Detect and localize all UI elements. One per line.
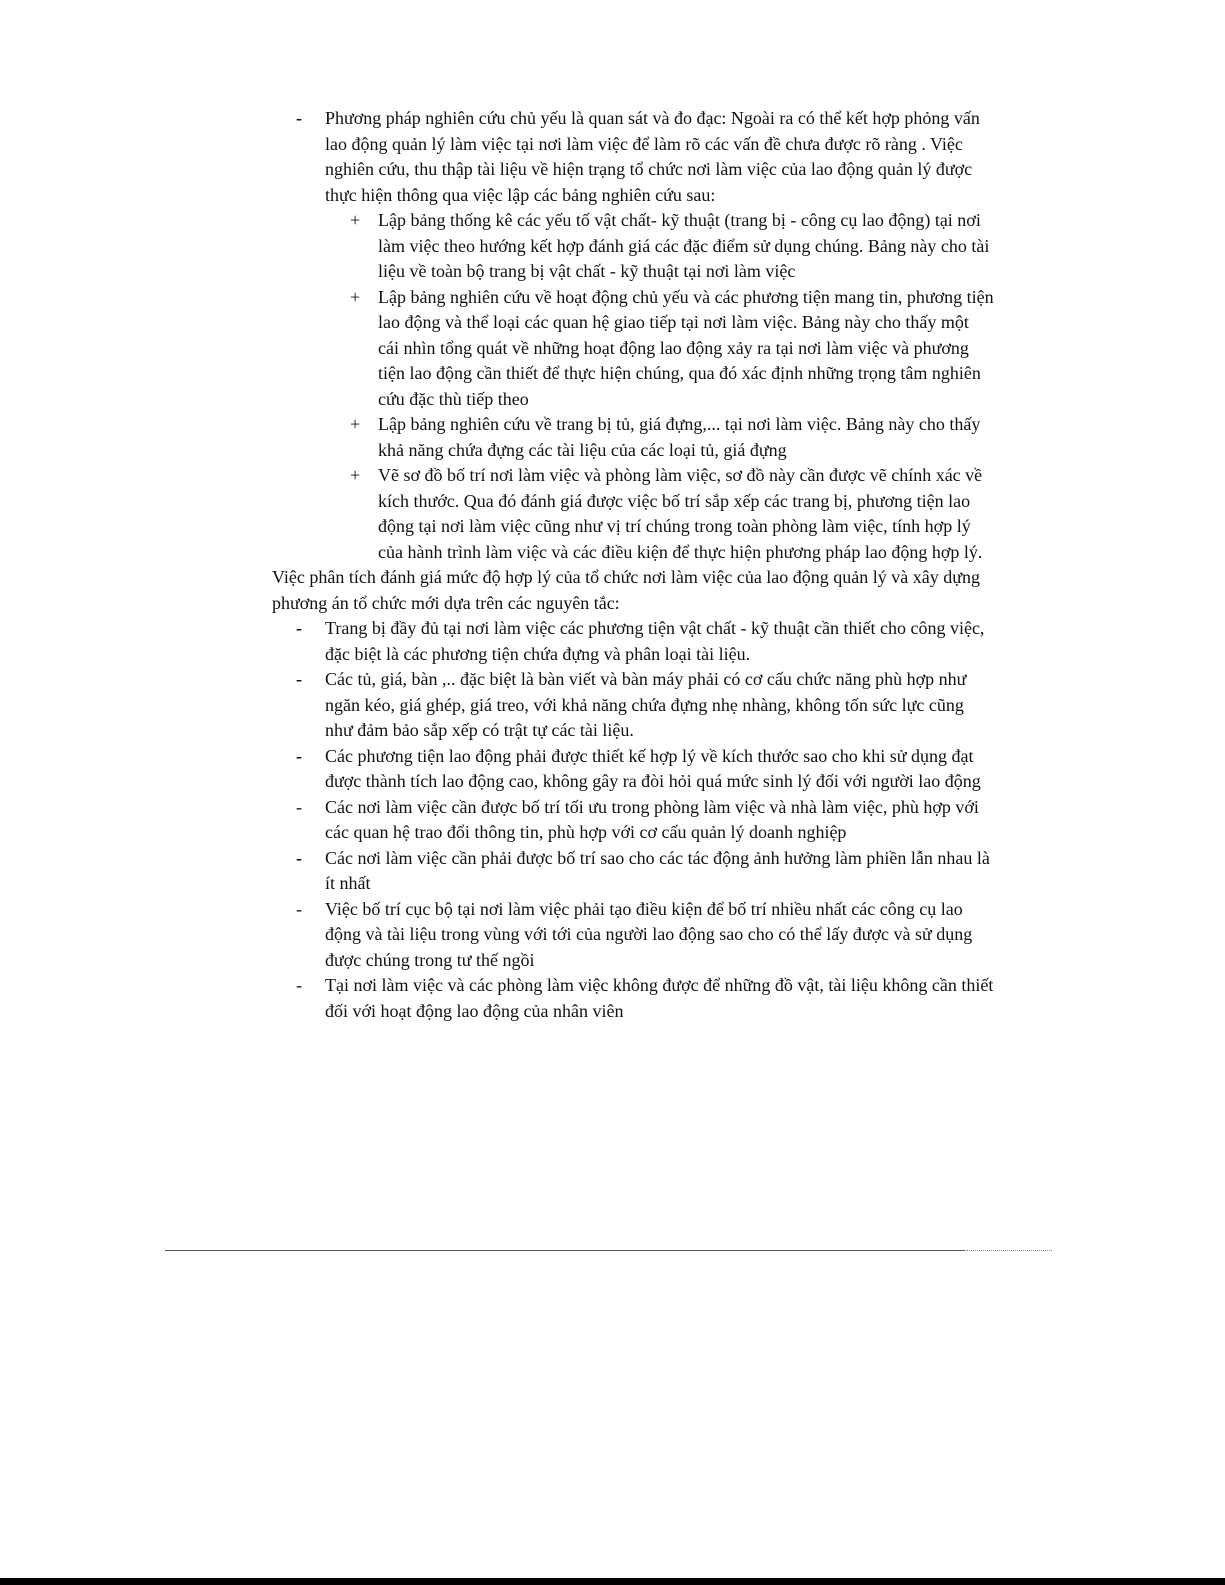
dash-bullet: - bbox=[296, 796, 302, 817]
paragraph-text: Việc phân tích đánh giá mức độ hợp lý của tổ chức nơi làm việc của lao động quản lý và xây dựng phương án tổ chức mới dựa trên các nguyên tắc: bbox=[272, 567, 981, 613]
dash-bullet: - bbox=[296, 618, 302, 638]
dash-bullet: - bbox=[296, 975, 302, 995]
list-item bbox=[272, 795, 994, 846]
sub-list-item bbox=[272, 208, 994, 285]
dash-bullet: - bbox=[296, 898, 302, 919]
body-paragraph bbox=[272, 565, 994, 616]
list-item bbox=[272, 846, 994, 897]
list-item-text: Trang bị đầy đủ tại nơi làm việc các phương tiện vật chất - kỹ thuật cần thiết cho công việc, đặc biệt là các phương tiện chứa đựng và phân loại tài liệu. bbox=[325, 618, 985, 664]
sub-list-item-text: Lập bảng nghiên cứu về trang bị tủ, giá đựng,... tại nơi làm việc. Bảng này cho thấy khả năng chứa đựng các tài liệu của các loại tủ, giá đựng bbox=[378, 414, 981, 460]
footer-divider bbox=[165, 1250, 965, 1251]
footer-divider-tail bbox=[966, 1250, 1052, 1251]
dash-bullet: - bbox=[296, 108, 302, 128]
dash-bullet: - bbox=[296, 745, 302, 766]
sub-list-item bbox=[272, 463, 994, 565]
list-item-text: Các nơi làm việc cần được bố trí tối ưu trong phòng làm việc và nhà làm việc, phù hợp với các quan hệ trao đổi thông tin, phù hợp với cơ cấu quản lý doanh nghiệp bbox=[325, 796, 979, 842]
list-item bbox=[272, 744, 994, 795]
page-bottom-edge bbox=[0, 1578, 1225, 1585]
list-item-text: Các phương tiện lao động phải được thiết kế hợp lý về kích thước sao cho khi sử dụng đạt được thành tích lao động cao, không gây ra đòi hỏi quá mức sinh lý đối với người lao động bbox=[325, 745, 981, 791]
sub-list-item-text: Lập bảng nghiên cứu về hoạt động chủ yếu và các phương tiện mang tin, phương tiện lao động và thể loại các quan hệ giao tiếp tại nơi làm việc. Bảng này cho thấy một cái nhìn tổng quát về những hoạt động lao động xảy ra tại nơi làm việc và phương tiện lao động cần thiết để thực hiện chúng, qua đó xác định những trọng tâm nghiên cứu đặc thù tiếp theo bbox=[378, 286, 994, 409]
list-item bbox=[272, 897, 994, 974]
sub-list-item bbox=[272, 285, 994, 413]
sub-list-item-text: Vẽ sơ đồ bố trí nơi làm việc và phòng làm việc, sơ đồ này cần được vẽ chính xác về kích thước. Qua đó đánh giá được việc bố trí sắp xếp các trang bị, phương tiện lao động tại nơi làm việc cũng như vị trí chúng trong toàn phòng làm việc, tính hợp lý của hành trình làm việc và các điều kiện để thực hiện phương pháp lao động hợp lý. bbox=[378, 465, 983, 562]
list-item-text: Phương pháp nghiên cứu chủ yếu là quan sát và đo đạc: Ngoài ra có thể kết hợp phỏng vấn lao động quản lý làm việc tại nơi làm việc để làm rõ các vấn đề chưa được rõ ràng . Việc nghiên cứu, thu thập tài liệu về hiện trạng tổ chức nơi làm việc của lao động quản lý được thực hiện thông qua việc lập các bảng nghiên cứu sau: bbox=[325, 108, 980, 205]
sub-list-item bbox=[272, 412, 994, 463]
list-item-text: Tại nơi làm việc và các phòng làm việc không được để những đồ vật, tài liệu không cần thiết đối với hoạt động lao động của nhân viên bbox=[325, 975, 994, 1021]
plus-bullet: + bbox=[350, 465, 361, 485]
list-item-text: Các tủ, giá, bàn ,.. đặc biệt là bàn viết và bàn máy phải có cơ cấu chức năng phù hợp như ngăn kéo, giá ghép, giá treo, với khả năng chứa đựng nhẹ nhàng, không tốn sức lực cũng như đảm bảo sắp xếp có trật tự các tài liệu. bbox=[325, 669, 967, 740]
plus-bullet: + bbox=[350, 286, 361, 307]
plus-bullet: + bbox=[350, 414, 361, 434]
sub-list-item-text: Lập bảng thống kê các yếu tố vật chất- kỹ thuật (trang bị - công cụ lao động) tại nơi làm việc theo hướng kết hợp đánh giá các đặc điểm sử dụng chúng. Bảng này cho tài liệu về toàn bộ trang bị vật chất - kỹ thuật tại nơi làm việc bbox=[378, 210, 990, 281]
list-item bbox=[272, 667, 994, 744]
dash-bullet: - bbox=[296, 669, 302, 689]
list-item-text: Việc bố trí cục bộ tại nơi làm việc phải tạo điều kiện để bố trí nhiều nhất các công cụ lao động và tài liệu trong vùng với tới của người lao động sao cho có thể lấy được và sử dụng được chúng trong tư thế ngồi bbox=[325, 898, 973, 970]
list-item-text: Các nơi làm việc cần phải được bố trí sao cho các tác động ảnh hưởng làm phiền lẫn nhau là ít nhất bbox=[325, 847, 990, 893]
dash-bullet: - bbox=[296, 847, 302, 868]
plus-bullet: + bbox=[350, 210, 361, 230]
list-item bbox=[272, 973, 994, 1024]
document-body bbox=[272, 106, 994, 1024]
list-item bbox=[272, 106, 994, 208]
list-item bbox=[272, 616, 994, 667]
